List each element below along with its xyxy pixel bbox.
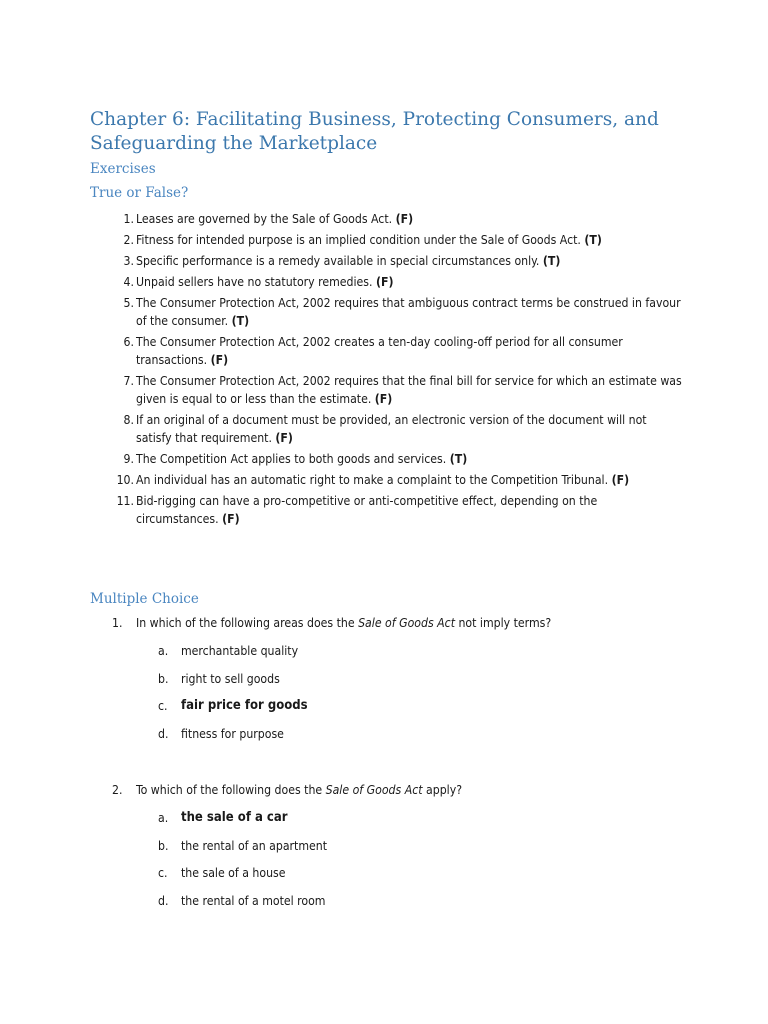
- act-name: Sale of Goods Act: [358, 616, 455, 630]
- tf-number: 2.: [123, 233, 134, 247]
- question-text-start: To which of the following does the: [136, 783, 326, 797]
- tf-statement: The Consumer Protection Act, 2002 requires that the final bill for service for which an estimate was given is equal to or less than the estimate.: [136, 374, 682, 406]
- true-false-heading: True or False?: [90, 185, 189, 201]
- tf-item: [112, 333, 682, 369]
- question-text-end: apply?: [422, 783, 463, 797]
- tf-answer: (T): [542, 254, 561, 268]
- tf-number: 4.: [123, 275, 134, 289]
- mc-options: [112, 808, 672, 918]
- mc-question-stem: [112, 780, 672, 800]
- tf-statement: Bid-rigging can have a pro-competitive or anti-competitive effect, depending on the circumstances.: [136, 494, 598, 526]
- option-letter: b.: [158, 838, 169, 853]
- tf-item: [112, 450, 682, 468]
- mc-question-stem: [112, 613, 672, 633]
- tf-answer: (F): [210, 353, 229, 367]
- option-text: the sale of a car: [181, 810, 288, 825]
- tf-number: 11.: [116, 494, 134, 508]
- mc-option-correct: [112, 808, 672, 836]
- tf-item: [112, 492, 682, 528]
- tf-statement: The Competition Act applies to both goods and services.: [136, 452, 447, 466]
- tf-item: [112, 294, 682, 330]
- option-letter: a.: [158, 644, 169, 658]
- option-letter: d.: [158, 893, 169, 908]
- mc-option: [112, 641, 672, 669]
- true-false-list: [112, 210, 682, 531]
- mc-question-text: [136, 613, 551, 633]
- tf-item: [112, 411, 682, 447]
- option-text: the rental of a motel room: [181, 893, 326, 908]
- tf-number: 8.: [123, 413, 134, 427]
- mc-question-1: [112, 613, 672, 751]
- mc-option: [112, 669, 672, 697]
- tf-number: 7.: [123, 374, 134, 388]
- mc-option: [112, 891, 672, 919]
- tf-answer: (F): [275, 431, 293, 445]
- mc-option-correct: [112, 696, 672, 724]
- tf-answer: (F): [611, 473, 630, 487]
- question-text-end: not imply terms?: [455, 616, 552, 630]
- tf-statement: Specific performance is a remedy available in special circumstances only.: [136, 254, 540, 268]
- tf-answer: (F): [375, 275, 394, 289]
- tf-answer: (F): [374, 392, 393, 406]
- tf-statement: Leases are governed by the Sale of Goods Act.: [136, 212, 393, 226]
- tf-number: 6.: [123, 335, 134, 349]
- option-text: fair price for goods: [181, 698, 308, 713]
- tf-number: 1.: [123, 212, 134, 226]
- option-text: merchantable quality: [181, 644, 299, 658]
- mc-number: 1.: [112, 616, 123, 630]
- tf-answer: (T): [231, 314, 250, 328]
- tf-statement: Unpaid sellers have no statutory remedies.: [136, 275, 373, 289]
- option-text: the sale of a house: [181, 866, 286, 880]
- tf-statement: If an original of a document must be provided, an electronic version of the document will not satisfy that requirement.: [136, 413, 647, 445]
- option-letter: d.: [158, 726, 169, 741]
- mc-option: [112, 863, 672, 891]
- option-letter: c.: [158, 699, 168, 713]
- tf-answer: (F): [222, 512, 240, 526]
- exercises-heading: Exercises: [90, 161, 156, 177]
- tf-number: 5.: [123, 296, 134, 310]
- multiple-choice-heading: Multiple Choice: [90, 591, 199, 607]
- tf-item: [112, 252, 682, 270]
- chapter-title: Chapter 6: Facilitating Business, Protecting Consumers, and Safeguarding the Marketplace: [90, 109, 659, 154]
- tf-item: [112, 372, 682, 408]
- mc-option: [112, 836, 672, 864]
- option-text: fitness for purpose: [181, 726, 284, 741]
- tf-answer: (T): [584, 233, 602, 247]
- tf-number: 3.: [123, 254, 134, 268]
- act-name: Sale of Goods Act: [325, 783, 423, 797]
- option-text: the rental of an apartment: [181, 838, 328, 853]
- tf-answer: (F): [395, 212, 414, 226]
- option-letter: b.: [158, 671, 169, 686]
- tf-statement: Fitness for intended purpose is an implied condition under the Sale of Goods Act.: [136, 233, 581, 247]
- option-letter: c.: [158, 866, 168, 880]
- tf-item: [112, 210, 682, 228]
- mc-options: [112, 641, 672, 751]
- tf-item: [112, 471, 682, 489]
- tf-answer: (T): [449, 452, 468, 466]
- question-text-start: In which of the following areas does the: [136, 616, 359, 630]
- mc-question-text: [136, 780, 462, 800]
- tf-statement: An individual has an automatic right to make a complaint to the Competition Tribunal.: [136, 473, 609, 487]
- tf-item: [112, 231, 682, 249]
- mc-number: 2.: [112, 783, 123, 797]
- option-text: right to sell goods: [181, 671, 280, 686]
- tf-statement: The Consumer Protection Act, 2002 creates a ten-day cooling-off period for all consumer transactions.: [136, 335, 623, 367]
- mc-question-2: [112, 780, 672, 918]
- tf-item: [112, 273, 682, 291]
- option-letter: a.: [158, 811, 169, 825]
- tf-number: 10.: [116, 473, 134, 487]
- mc-option: [112, 724, 672, 752]
- tf-statement: The Consumer Protection Act, 2002 requires that ambiguous contract terms be construed in favour of the consumer.: [136, 296, 681, 328]
- tf-number: 9.: [123, 452, 134, 466]
